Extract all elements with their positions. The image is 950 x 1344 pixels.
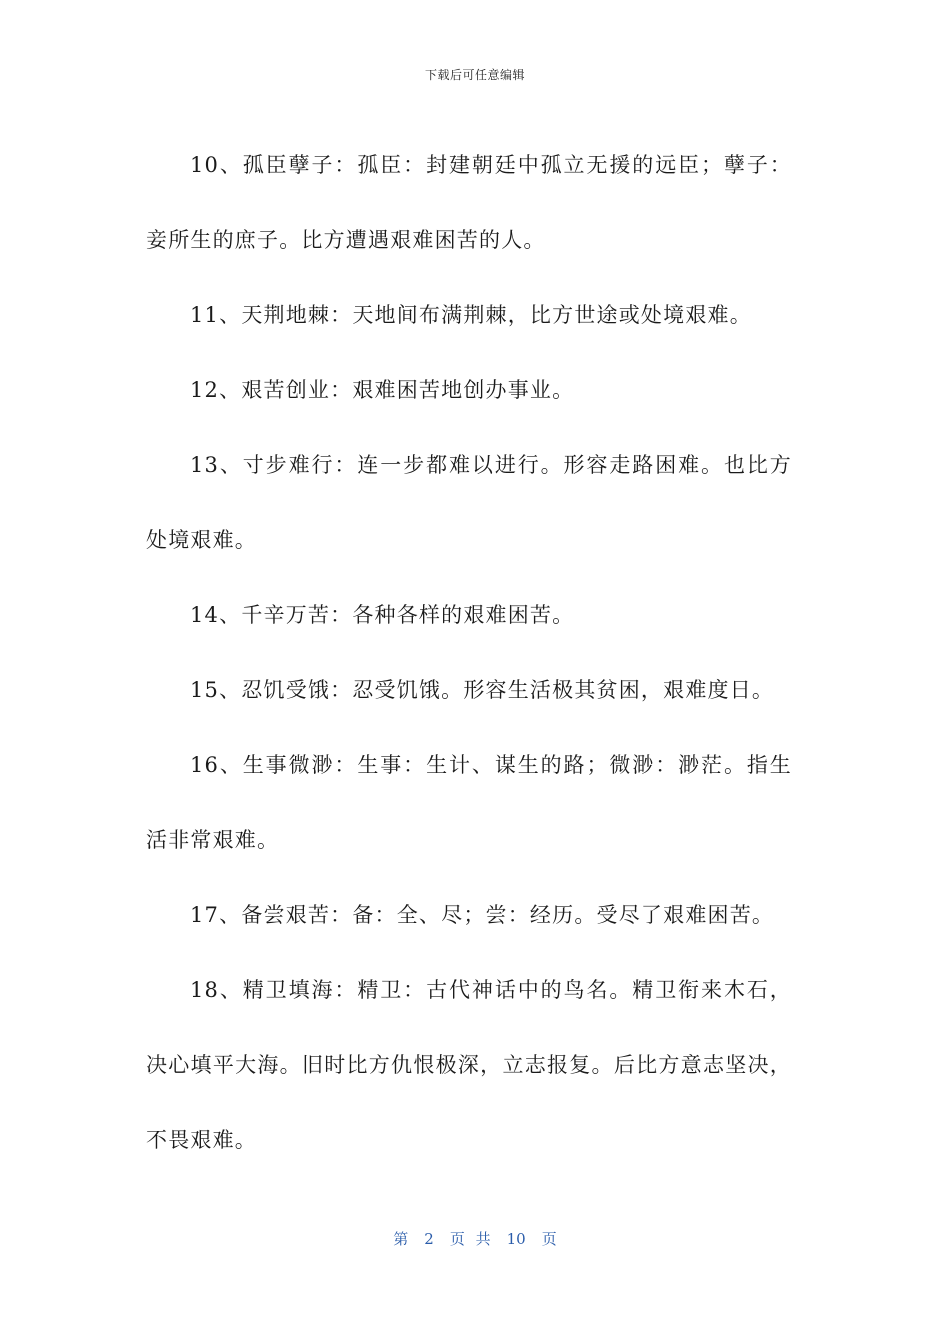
idiom-entry-12: 12、艰苦创业：艰难困苦地创办事业。 bbox=[190, 378, 575, 402]
page-header: 下载后可任意编辑 bbox=[424, 68, 525, 82]
footer-total-pages: 10 bbox=[506, 1230, 526, 1248]
idiom-entry-18: 18、精卫填海：精卫：古代神话中的鸟名。精卫衔来木石，决心填平大海。旧时比方仇恨极深，立志报复。后比方意志坚决，不畏艰难。 bbox=[146, 978, 792, 1152]
idiom-entry-10: 10、孤臣孽子：孤臣：封建朝廷中孤立无援的远臣；孽子：妾所生的庶子。比方遭遇艰难困苦的人。 bbox=[146, 153, 792, 252]
footer-prefix: 第 bbox=[393, 1230, 409, 1248]
document-body bbox=[146, 128, 792, 1178]
idiom-entry-14: 14、千辛万苦：各种各样的艰难困苦。 bbox=[190, 603, 575, 627]
idiom-entry-17: 17、备尝艰苦：备：全、尽；尝：经历。受尽了艰难困苦。 bbox=[190, 903, 775, 927]
idiom-entry-11: 11、天荆地棘：天地间布满荆棘，比方世途或处境艰难。 bbox=[190, 303, 752, 327]
footer-suffix: 页 bbox=[541, 1230, 557, 1248]
idiom-entry-15: 15、忍饥受饿：忍受饥饿。形容生活极其贫困，艰难度日。 bbox=[190, 678, 775, 702]
idiom-entry-16: 16、生事微渺：生事：生计、谋生的路；微渺：渺茫。指生活非常艰难。 bbox=[146, 753, 792, 852]
idiom-entry-13: 13、寸步难行：连一步都难以进行。形容走路困难。也比方处境艰难。 bbox=[146, 453, 792, 552]
footer-page-number: 2 bbox=[424, 1230, 434, 1248]
page-footer bbox=[0, 1228, 950, 1249]
footer-middle: 页 共 bbox=[449, 1230, 491, 1248]
